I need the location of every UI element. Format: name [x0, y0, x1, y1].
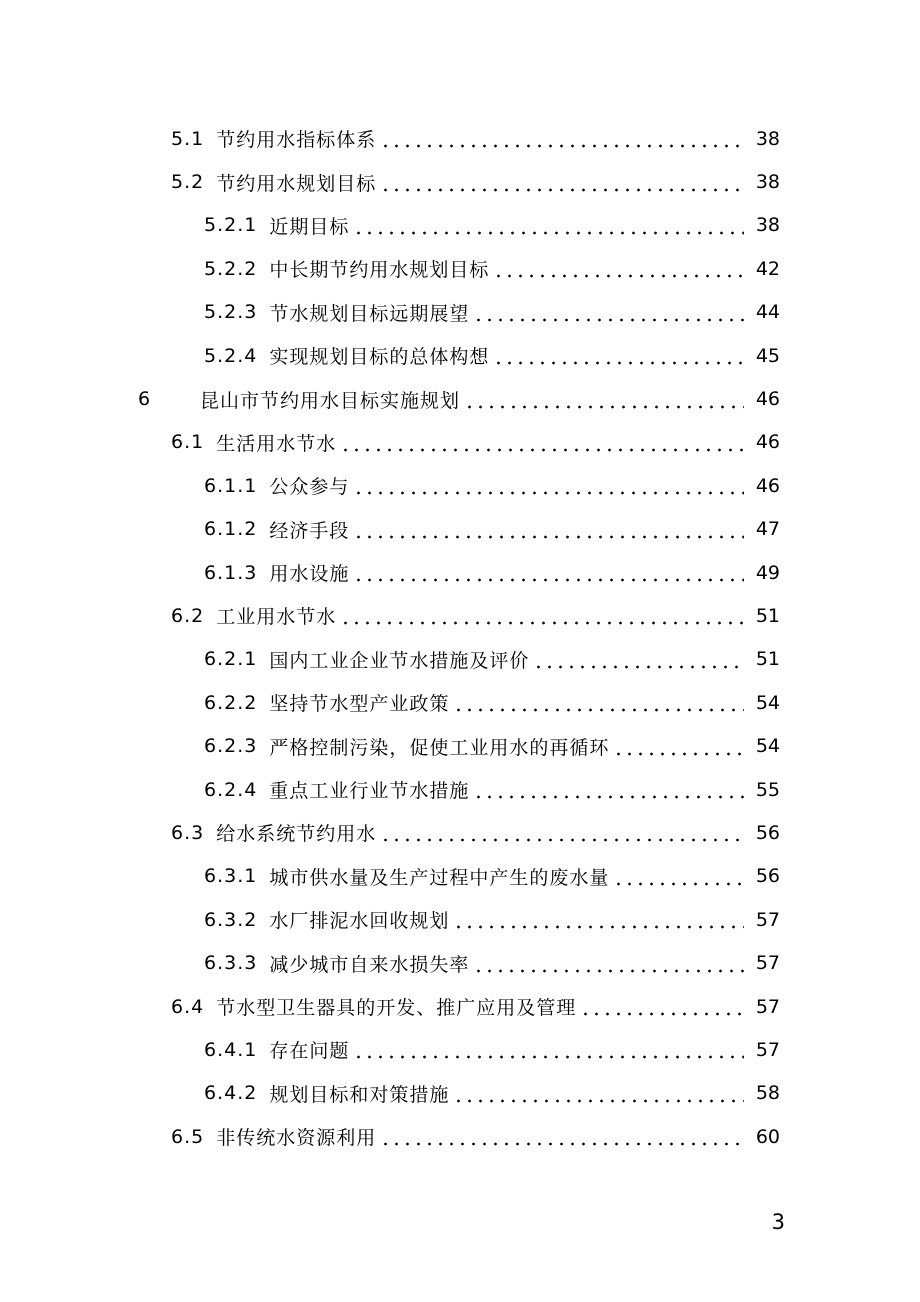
toc-entry[interactable] — [0, 464, 920, 507]
toc-entry-number: 6 — [138, 388, 152, 411]
toc-entry-page: 57 — [755, 952, 780, 975]
toc-entry-title: 公众参与 — [269, 476, 350, 499]
toc-entry-title: 给水系统节约用水 — [216, 823, 377, 846]
dot-leader — [353, 1040, 744, 1059]
toc-entry[interactable] — [0, 1072, 920, 1115]
toc-entry-number: 6.2.2 — [204, 691, 258, 714]
toc-entry-number: 6.3.3 — [204, 952, 258, 975]
toc-entry-page: 46 — [755, 431, 780, 454]
toc-entry-number: 5.2.2 — [204, 257, 258, 280]
toc-entry-page: 56 — [755, 821, 780, 844]
dot-leader — [453, 910, 744, 929]
toc-entry-number: 5.2.4 — [204, 344, 258, 367]
toc-entry-number: 6.1.3 — [204, 561, 258, 584]
toc-entry[interactable] — [0, 1115, 920, 1158]
toc-entry-page: 55 — [755, 778, 780, 801]
toc-entry-number: 6.5 — [171, 1125, 205, 1148]
toc-entry-title: 节约用水指标体系 — [216, 129, 377, 152]
toc-entry[interactable] — [0, 768, 920, 811]
dot-leader — [353, 520, 744, 539]
toc-entry[interactable] — [0, 941, 920, 984]
toc-entry[interactable] — [0, 985, 920, 1028]
toc-entry-page: 54 — [755, 691, 780, 714]
dot-leader — [613, 737, 744, 756]
toc-entry-title: 经济手段 — [269, 519, 350, 542]
page-number: 3 — [771, 1210, 785, 1234]
toc-entry-title: 实现规划目标的总体构想 — [269, 346, 490, 369]
toc-entry-page: 57 — [755, 1038, 780, 1061]
dot-leader — [353, 563, 744, 582]
toc-entry-page: 38 — [755, 171, 780, 194]
toc-entry-number: 6.3.2 — [204, 908, 258, 931]
toc-entry-title: 节水型卫生器具的开发、推广应用及管理 — [216, 997, 577, 1019]
toc-entry-page: 42 — [755, 257, 780, 280]
toc-entry-title: 节水规划目标远期展望 — [269, 302, 470, 325]
dot-leader — [473, 954, 744, 973]
toc-entry[interactable] — [0, 1028, 920, 1071]
toc-entry-title: 坚持节水型产业政策 — [269, 693, 450, 716]
toc-entry[interactable] — [0, 508, 920, 551]
toc-entry-title: 非传统水资源利用 — [216, 1127, 377, 1150]
toc-entry-page: 38 — [755, 214, 780, 237]
toc-entry[interactable] — [0, 160, 920, 203]
dot-leader — [473, 303, 744, 322]
toc-entry[interactable] — [0, 551, 920, 594]
toc-entry-title: 存在问题 — [269, 1040, 350, 1063]
toc-entry-page: 46 — [755, 388, 780, 411]
toc-entry-number: 6.1.2 — [204, 518, 258, 541]
toc-entry-number: 5.2 — [171, 171, 205, 194]
dot-leader — [380, 1127, 744, 1146]
toc-entry[interactable] — [0, 117, 920, 160]
dot-leader — [453, 1084, 744, 1103]
table-of-contents — [0, 117, 920, 1158]
toc-entry-number: 6.4.2 — [204, 1082, 258, 1105]
toc-entry-number: 5.2.1 — [204, 214, 258, 237]
toc-entry[interactable] — [0, 681, 920, 724]
toc-entry[interactable] — [0, 291, 920, 334]
toc-entry-page: 49 — [755, 561, 780, 584]
toc-entry-title: 国内工业企业节水措施及评价 — [269, 649, 530, 672]
toc-entry-page: 51 — [755, 648, 780, 671]
dot-leader — [353, 216, 744, 235]
toc-entry[interactable] — [0, 377, 920, 420]
toc-entry-title: 水厂排泥水回收规划 — [269, 910, 450, 933]
toc-entry-number: 6.2.3 — [204, 735, 258, 758]
toc-entry-number: 6.4.1 — [204, 1038, 258, 1061]
toc-entry-number: 6.1.1 — [204, 474, 258, 497]
toc-entry-title: 严格控制污染，促使工业用水的再循环 — [269, 736, 610, 759]
toc-entry[interactable] — [0, 594, 920, 637]
dot-leader — [380, 173, 744, 192]
toc-entry-title: 节约用水规划目标 — [216, 172, 377, 195]
toc-entry-number: 5.1 — [171, 127, 205, 150]
dot-leader — [380, 129, 744, 148]
toc-entry-number: 6.1 — [171, 431, 205, 454]
toc-entry-page: 38 — [755, 127, 780, 150]
toc-entry-title: 用水设施 — [269, 563, 350, 586]
toc-entry-page: 45 — [755, 344, 780, 367]
toc-entry-page: 60 — [755, 1125, 780, 1148]
toc-entry-page: 57 — [755, 995, 780, 1018]
dot-leader — [380, 823, 744, 842]
toc-entry-title: 昆山市节约用水目标实施规划 — [200, 389, 461, 412]
toc-entry-page: 54 — [755, 735, 780, 758]
toc-entry-number: 5.2.3 — [204, 301, 258, 324]
toc-entry-number: 6.3.1 — [204, 865, 258, 888]
toc-entry-title: 生活用水节水 — [216, 432, 337, 455]
toc-entry[interactable] — [0, 638, 920, 681]
toc-entry-page: 56 — [755, 865, 780, 888]
toc-entry[interactable] — [0, 724, 920, 767]
toc-entry-page: 58 — [755, 1082, 780, 1105]
toc-entry[interactable] — [0, 898, 920, 941]
toc-entry-title: 中长期节约用水规划目标 — [269, 259, 490, 282]
dot-leader — [464, 390, 744, 409]
toc-entry-page: 57 — [755, 908, 780, 931]
dot-leader — [493, 259, 744, 278]
toc-entry-title: 城市供水量及生产过程中产生的废水量 — [269, 866, 610, 889]
toc-entry-title: 工业用水节水 — [216, 606, 337, 629]
toc-entry-page: 46 — [755, 474, 780, 497]
toc-entry-number: 6.2 — [171, 604, 205, 627]
toc-entry[interactable] — [0, 421, 920, 464]
toc-entry[interactable] — [0, 247, 920, 290]
dot-leader — [580, 997, 744, 1016]
toc-entry-title: 减少城市自来水损失率 — [269, 953, 470, 976]
dot-leader — [473, 780, 744, 799]
toc-entry[interactable] — [0, 204, 920, 247]
dot-leader — [493, 346, 744, 365]
toc-entry-title: 近期目标 — [269, 215, 350, 238]
toc-entry-title: 重点工业行业节水措施 — [269, 780, 470, 803]
dot-leader — [340, 606, 744, 625]
dot-leader — [353, 476, 744, 495]
toc-entry-number: 6.3 — [171, 821, 205, 844]
toc-entry-number: 6.4 — [171, 995, 205, 1018]
toc-entry-title: 规划目标和对策措施 — [269, 1083, 450, 1106]
toc-entry[interactable] — [0, 334, 920, 377]
dot-leader — [340, 433, 744, 452]
toc-entry-page: 51 — [755, 604, 780, 627]
toc-entry-number: 6.2.4 — [204, 778, 258, 801]
toc-entry[interactable] — [0, 855, 920, 898]
dot-leader — [533, 650, 744, 669]
dot-leader — [453, 693, 744, 712]
toc-entry-page: 47 — [755, 518, 780, 541]
dot-leader — [613, 867, 744, 886]
toc-entry[interactable] — [0, 811, 920, 854]
toc-entry-page: 44 — [755, 301, 780, 324]
toc-entry-number: 6.2.1 — [204, 648, 258, 671]
